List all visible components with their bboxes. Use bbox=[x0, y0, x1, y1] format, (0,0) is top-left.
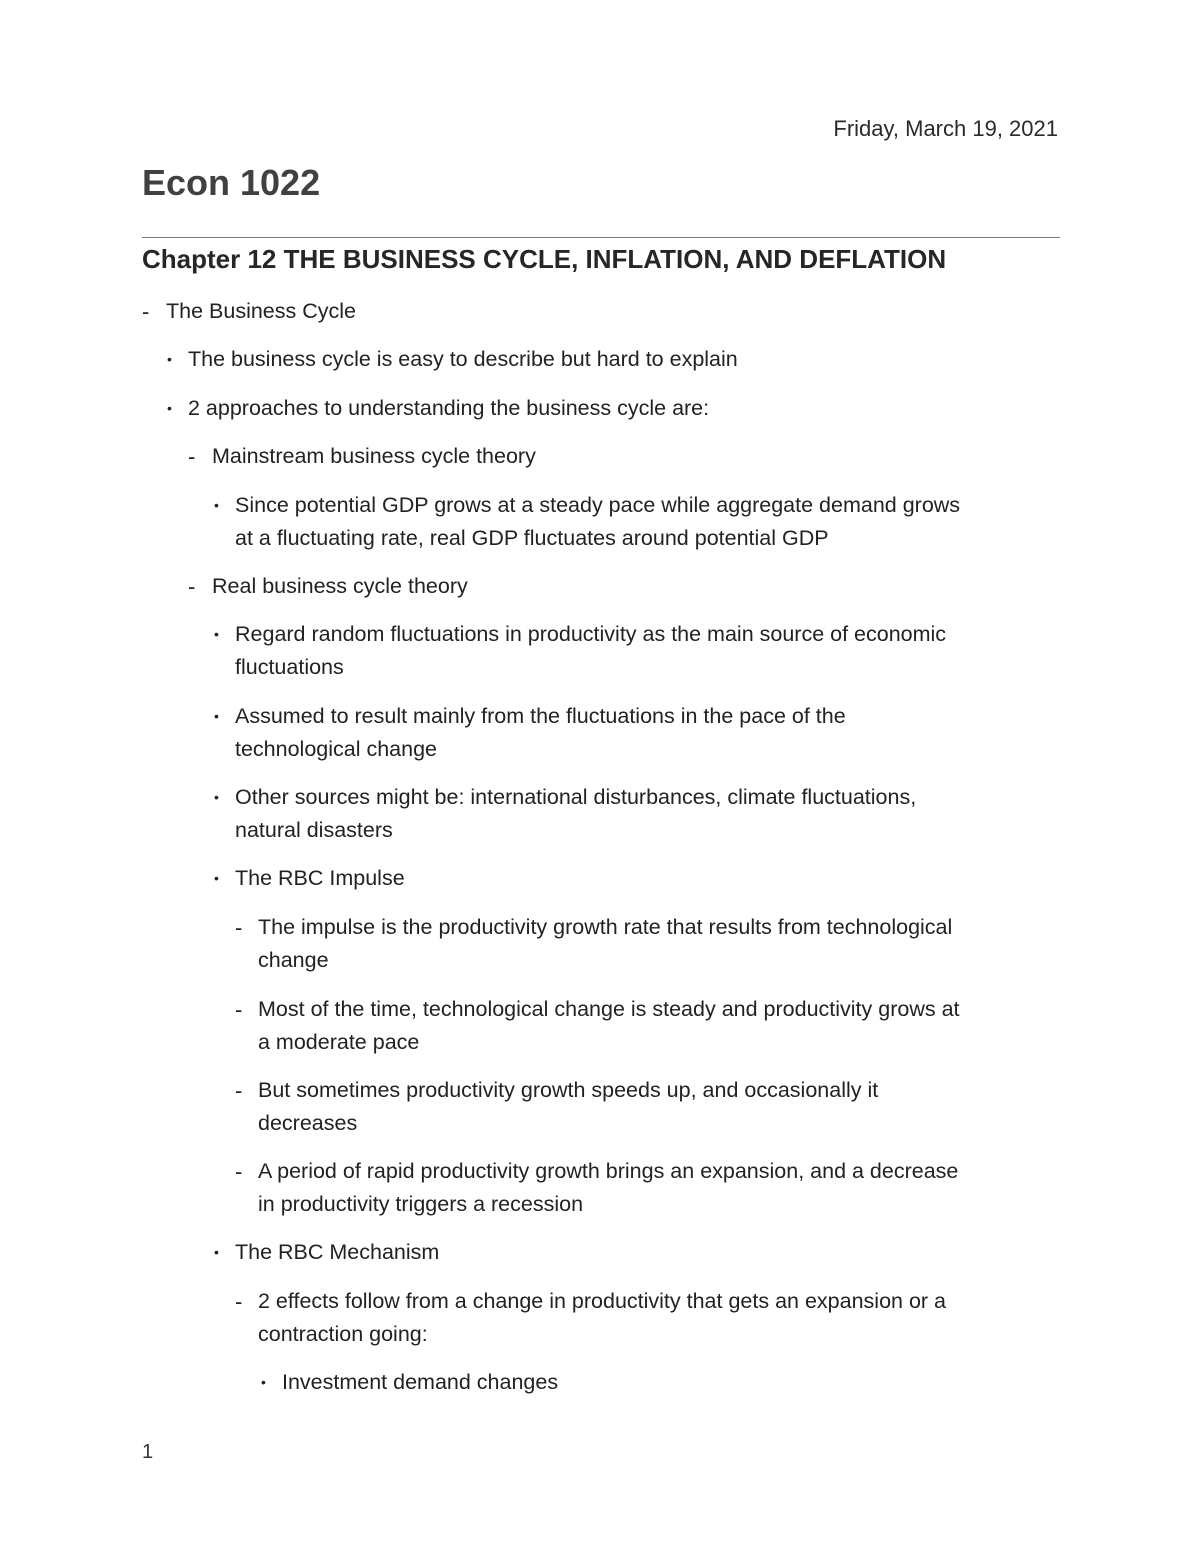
page-number: 1 bbox=[142, 1441, 154, 1463]
list-item-text: Other sources might be: international disturbances, climate fluctuations, bbox=[235, 785, 917, 809]
dot-bullet: • bbox=[214, 497, 219, 513]
dot-bullet: • bbox=[214, 626, 219, 642]
list-item-text-continued: decreases bbox=[258, 1111, 358, 1135]
dot-bullet: • bbox=[214, 789, 219, 805]
dash-bullet: - bbox=[235, 997, 243, 1022]
dash-bullet: - bbox=[235, 915, 243, 940]
list-item-text: A period of rapid productivity growth brings an expansion, and a decrease bbox=[258, 1159, 959, 1183]
list-item-text: Since potential GDP grows at a steady pace while aggregate demand grows bbox=[235, 493, 961, 517]
list-item-text-continued: at a fluctuating rate, real GDP fluctuates around potential GDP bbox=[235, 526, 829, 550]
list-item-text: Most of the time, technological change is steady and productivity grows at bbox=[258, 997, 960, 1021]
list-item-text: The business cycle is easy to describe but hard to explain bbox=[188, 347, 738, 371]
list-item-text: The impulse is the productivity growth rate that results from technological bbox=[258, 915, 953, 939]
list-item-text: 2 effects follow from a change in productivity that gets an expansion or a bbox=[258, 1289, 946, 1313]
list-item-text: Investment demand changes bbox=[282, 1370, 559, 1394]
dash-bullet: - bbox=[188, 574, 196, 599]
list-item-text-continued: natural disasters bbox=[235, 818, 393, 842]
dash-bullet: - bbox=[188, 444, 196, 469]
dot-bullet: • bbox=[261, 1374, 266, 1390]
course-title: Econ 1022 bbox=[142, 162, 321, 203]
dot-bullet: • bbox=[167, 351, 172, 367]
list-item-text-continued: contraction going: bbox=[258, 1322, 428, 1346]
chapter-heading: Chapter 12 THE BUSINESS CYCLE, INFLATION, AND DEFLATION bbox=[142, 244, 947, 274]
list-item-text-continued: in productivity triggers a recession bbox=[258, 1192, 584, 1216]
dash-bullet: - bbox=[235, 1289, 243, 1314]
list-item-text: Mainstream business cycle theory bbox=[212, 444, 536, 468]
dash-bullet: - bbox=[142, 299, 150, 324]
list-item-text: Assumed to result mainly from the fluctuations in the pace of the bbox=[235, 704, 846, 728]
dash-bullet: - bbox=[235, 1078, 243, 1103]
title-divider bbox=[142, 237, 1060, 238]
dot-bullet: • bbox=[167, 400, 172, 416]
list-item-text-continued: change bbox=[258, 948, 329, 972]
list-item-text: The RBC Impulse bbox=[235, 866, 405, 890]
dash-bullet: - bbox=[235, 1159, 243, 1184]
list-item-text: Regard random fluctuations in productivity as the main source of economic bbox=[235, 622, 947, 646]
list-item-text: But sometimes productivity growth speeds up, and occasionally it bbox=[258, 1078, 879, 1102]
note-date: Friday, March 19, 2021 bbox=[833, 116, 1058, 141]
list-item-text: The RBC Mechanism bbox=[235, 1240, 440, 1264]
list-item-text-continued: technological change bbox=[235, 737, 438, 761]
dot-bullet: • bbox=[214, 708, 219, 724]
dot-bullet: • bbox=[214, 870, 219, 886]
list-item-text-continued: fluctuations bbox=[235, 655, 344, 679]
list-item-text: 2 approaches to understanding the business cycle are: bbox=[188, 396, 710, 420]
list-item-text-continued: a moderate pace bbox=[258, 1030, 420, 1054]
dot-bullet: • bbox=[214, 1244, 219, 1260]
list-item-text: Real business cycle theory bbox=[212, 574, 468, 598]
list-item-text: The Business Cycle bbox=[166, 299, 356, 323]
